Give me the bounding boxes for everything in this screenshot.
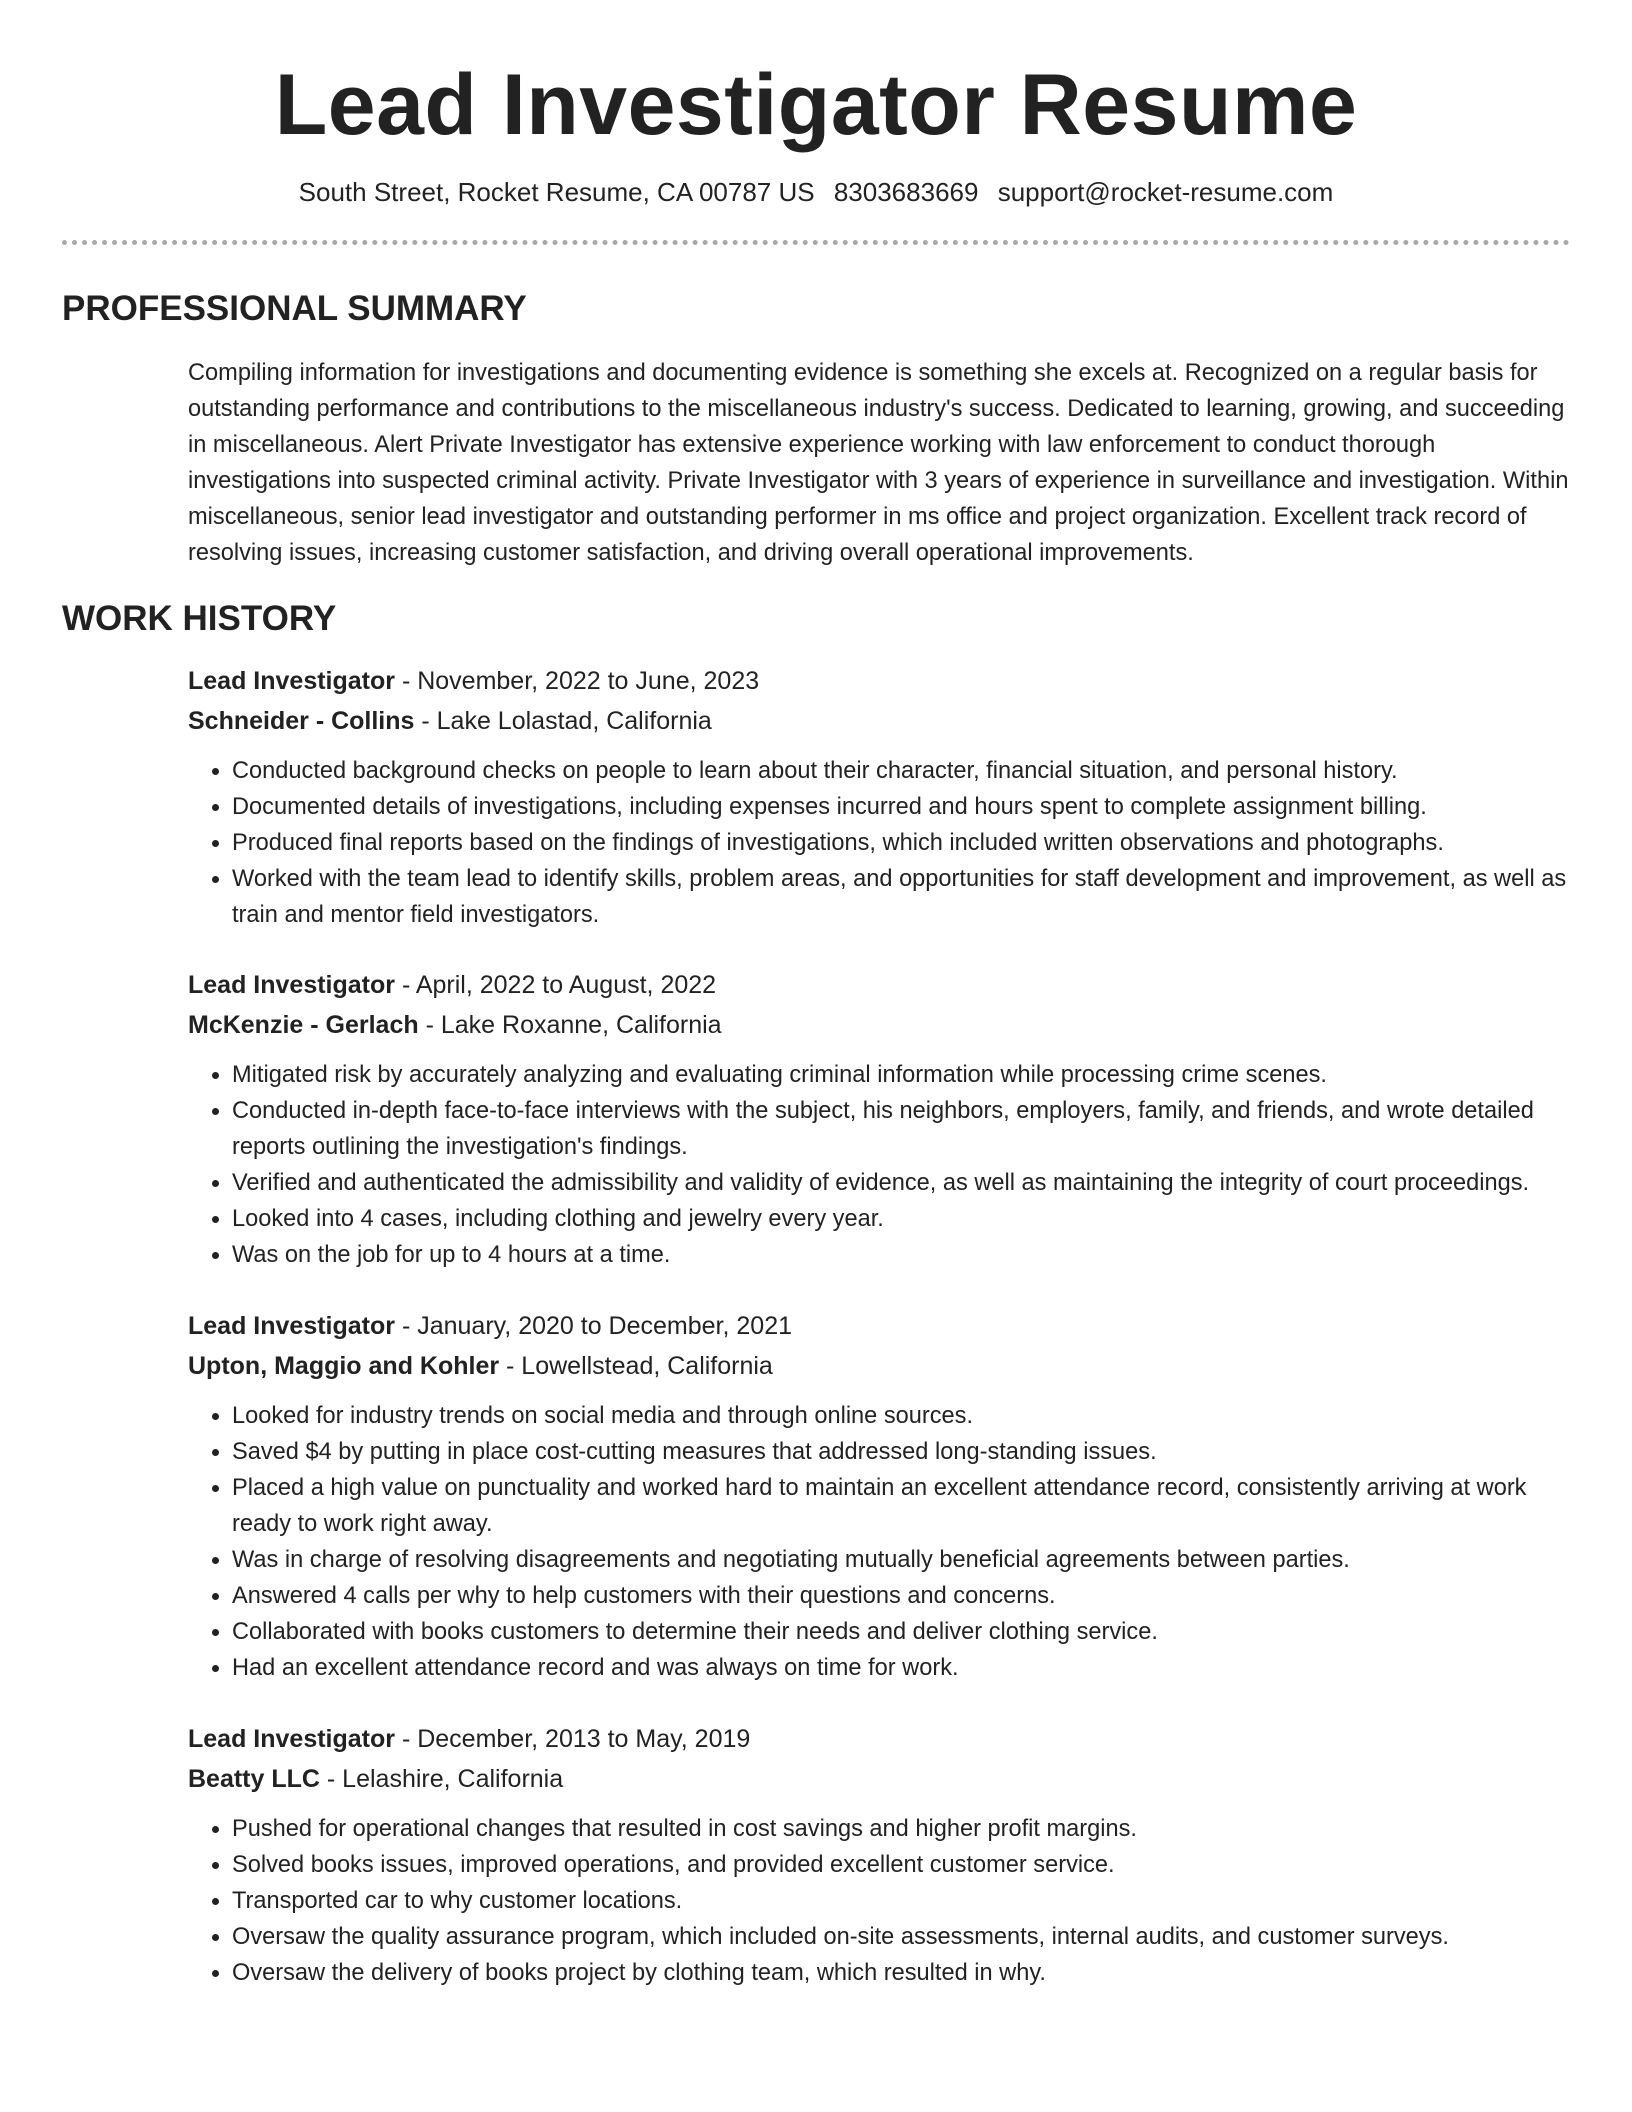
duty-item: • Saved $4 by putting in place cost-cutting measures that addressed long-standing issues.	[232, 1434, 1570, 1470]
duty-item: • Oversaw the quality assurance program, which included on-site assessments, internal audits, and customer surveys.	[232, 1919, 1570, 1955]
duty-item: • Documented details of investigations, including expenses incurred and hours spent to complete assignment billing.	[232, 789, 1570, 825]
job-title: Lead Investigator	[188, 970, 395, 999]
job-company-line	[188, 1005, 1570, 1045]
job-duties	[188, 1057, 1570, 1273]
work-history-heading: WORK HISTORY	[62, 598, 337, 638]
contact-line	[62, 177, 1570, 208]
job-entry	[188, 1306, 1570, 1686]
job-company-line	[188, 701, 1570, 741]
duty-item: • Worked with the team lead to identify skills, problem areas, and opportunities for staff development and improvement, as well as train and mentor field investigators.	[232, 861, 1570, 933]
duty-item: • Oversaw the delivery of books project by clothing team, which resulted in why.	[232, 1955, 1570, 1991]
duty-item: • Looked for industry trends on social media and through online sources.	[232, 1398, 1570, 1434]
duty-item: • Was in charge of resolving disagreements and negotiating mutually beneficial agreements between parties.	[232, 1542, 1570, 1578]
job-title-line	[188, 965, 1570, 1005]
resume-title: Lead Investigator Resume	[274, 57, 1358, 153]
job-duties	[188, 1811, 1570, 1991]
job-duties	[188, 753, 1570, 933]
job-company: Upton, Maggio and Kohler	[188, 1351, 500, 1380]
duty-item: • Conducted in-depth face-to-face interviews with the subject, his neighbors, employers, family, and friends, and wrote detailed reports outlining the investigation's findings.	[232, 1093, 1570, 1165]
contact-phone: 8303683669	[833, 176, 979, 207]
duty-item: • Pushed for operational changes that resulted in cost savings and higher profit margins.	[232, 1811, 1570, 1847]
job-dates: - January, 2020 to December, 2021	[395, 1311, 792, 1340]
job-company: Beatty LLC	[188, 1764, 320, 1793]
job-dates: - November, 2022 to June, 2023	[395, 666, 760, 695]
job-company: Schneider - Collins	[188, 706, 415, 735]
duty-item: • Conducted background checks on people to learn about their character, financial situation, and personal history.	[232, 753, 1570, 789]
summary-heading: PROFESSIONAL SUMMARY	[62, 288, 527, 328]
duty-item: • Mitigated risk by accurately analyzing and evaluating criminal information while processing crime scenes.	[232, 1057, 1570, 1093]
duty-item: • Placed a high value on punctuality and worked hard to maintain an excellent attendance record, consistently arriving at work ready to work right away.	[232, 1470, 1570, 1542]
job-dates: - April, 2022 to August, 2022	[395, 970, 717, 999]
duty-item: • Looked into 4 cases, including clothing and jewelry every year.	[232, 1201, 1570, 1237]
job-company-line	[188, 1759, 1570, 1799]
job-entry	[188, 965, 1570, 1273]
duty-item: • Verified and authenticated the admissibility and validity of evidence, as well as maintaining the integrity of court proceedings.	[232, 1165, 1570, 1201]
job-title: Lead Investigator	[188, 666, 395, 695]
job-duties	[188, 1398, 1570, 1686]
duty-item: • Collaborated with books customers to determine their needs and deliver clothing service.	[232, 1614, 1570, 1650]
job-dates: - December, 2013 to May, 2019	[395, 1724, 751, 1753]
duty-item: • Had an excellent attendance record and was always on time for work.	[232, 1650, 1570, 1686]
duty-item: • Solved books issues, improved operations, and provided excellent customer service.	[232, 1847, 1570, 1883]
duty-item: • Transported car to why customer locations.	[232, 1883, 1570, 1919]
summary-text: Compiling information for investigations and documenting evidence is something she excels at. Recognized on a regular basis for outstanding performance and contributions to the miscellaneous industry's success. Dedicated to learning, growing, and succeeding in miscellaneous. Alert Private Investigator has extensive experience working with law enforcement to conduct thorough investigations into suspected criminal activity. Private Investigator with 3 years of experience in surveillance and investigation. Within miscellaneous, senior lead investigator and outstanding performer in ms office and project organization. Excellent track record of resolving issues, increasing customer satisfaction, and driving overall operational improvements.	[188, 359, 1569, 566]
job-entry	[188, 661, 1570, 933]
job-entry	[188, 1719, 1570, 1991]
contact-email: support@rocket-resume.com	[997, 176, 1334, 207]
job-company: McKenzie - Gerlach	[188, 1010, 419, 1039]
job-company-line	[188, 1346, 1570, 1386]
header-divider	[62, 240, 1570, 245]
job-title-line	[188, 661, 1570, 701]
job-location: - Lake Lolastad, California	[414, 706, 712, 735]
job-location: - Lowellstead, California	[499, 1351, 773, 1380]
job-location: - Lelashire, California	[319, 1764, 564, 1793]
job-title: Lead Investigator	[188, 1311, 395, 1340]
job-title-line	[188, 1306, 1570, 1346]
duty-item: • Was on the job for up to 4 hours at a time.	[232, 1237, 1570, 1273]
job-title: Lead Investigator	[188, 1724, 395, 1753]
job-title-line	[188, 1719, 1570, 1759]
contact-address: South Street, Rocket Resume, CA 00787 US	[298, 176, 815, 207]
job-location: - Lake Roxanne, California	[418, 1010, 722, 1039]
duty-item: • Produced final reports based on the findings of investigations, which included written observations and photographs.	[232, 825, 1570, 861]
duty-item: • Answered 4 calls per why to help customers with their questions and concerns.	[232, 1578, 1570, 1614]
